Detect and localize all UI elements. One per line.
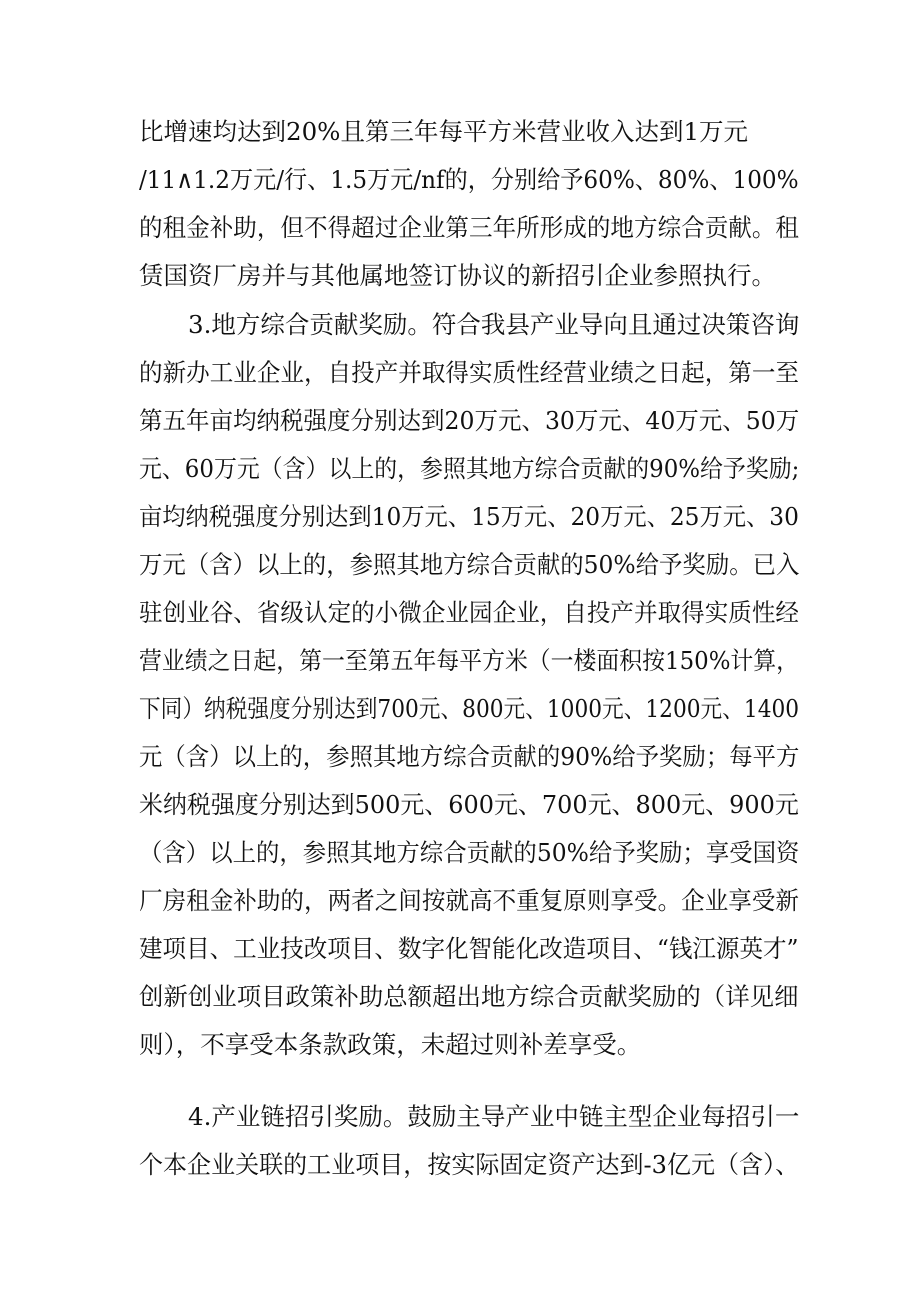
text-line: 的租金补助，但不得超过企业第三年所形成的地方综合贡献。租 (139, 213, 799, 242)
paragraph-start-item-4: 4.产业链招引奖励。鼓励主导产业中链主型企业每招引一 (188, 1102, 800, 1131)
text-line: 万元（含）以上的，参照其地方综合贡献的50%给予奖励。已入 (139, 550, 800, 579)
text-line: 元、60万元（含）以上的，参照其地方综合贡献的90%给予奖励; (139, 454, 800, 483)
text-line: 个本企业关联的工业项目，按实际固定资产达到-3亿元（含）、 (139, 1150, 800, 1179)
text-line: 厂房租金补助的，两者之间按就高不重复原则享受。企业享受新 (139, 886, 799, 915)
text-line: 营业绩之日起，第一至第五年每平方米（一楼面积按150%计算， (139, 646, 800, 675)
text-line: 元（含）以上的，参照其地方综合贡献的90%给予奖励；每平方 (139, 742, 800, 771)
text-line: 赁国资厂房并与其他属地签订协议的新招引企业参照执行。 (139, 261, 776, 290)
text-line: （含）以上的，参照其地方综合贡献的50%给予奖励；享受国资 (139, 838, 800, 867)
paragraph-start-item-3: 3.地方综合贡献奖励。符合我县产业导向且通过决策咨询 (188, 310, 800, 339)
text-line: 的新办工业企业，自投产并取得实质性经营业绩之日起，第一至 (139, 358, 799, 387)
text-line: 米纳税强度分别达到500元、600元、700元、800元、900元 (139, 790, 799, 819)
text-line: 驻创业谷、省级认定的小微企业园企业，自投产并取得实质性经 (139, 598, 799, 627)
text-line: /11∧1.2万元/行、1.5万元/nf的，分别给予60%、80%、100% (139, 165, 799, 194)
text-line: 则），不享受本条款政策，未超过则补差享受。 (139, 1030, 642, 1059)
text-line: 创新创业项目政策补助总额超出地方综合贡献奖励的（详见细 (139, 982, 799, 1011)
text-line: 亩均纳税强度分别达到10万元、15万元、20万元、25万元、30 (139, 502, 799, 531)
text-line: 下同）纳税强度分别达到700元、800元、1000元、1200元、1400 (139, 694, 800, 723)
text-line: 比增速均达到20%且第三年每平方米营业收入达到1万元 (139, 117, 749, 146)
text-line: 第五年亩均纳税强度分别达到20万元、30万元、40万元、50万 (139, 406, 800, 435)
text-line: 建项目、工业技改项目、数字化智能化改造项目、“钱江源英才” (139, 934, 799, 963)
